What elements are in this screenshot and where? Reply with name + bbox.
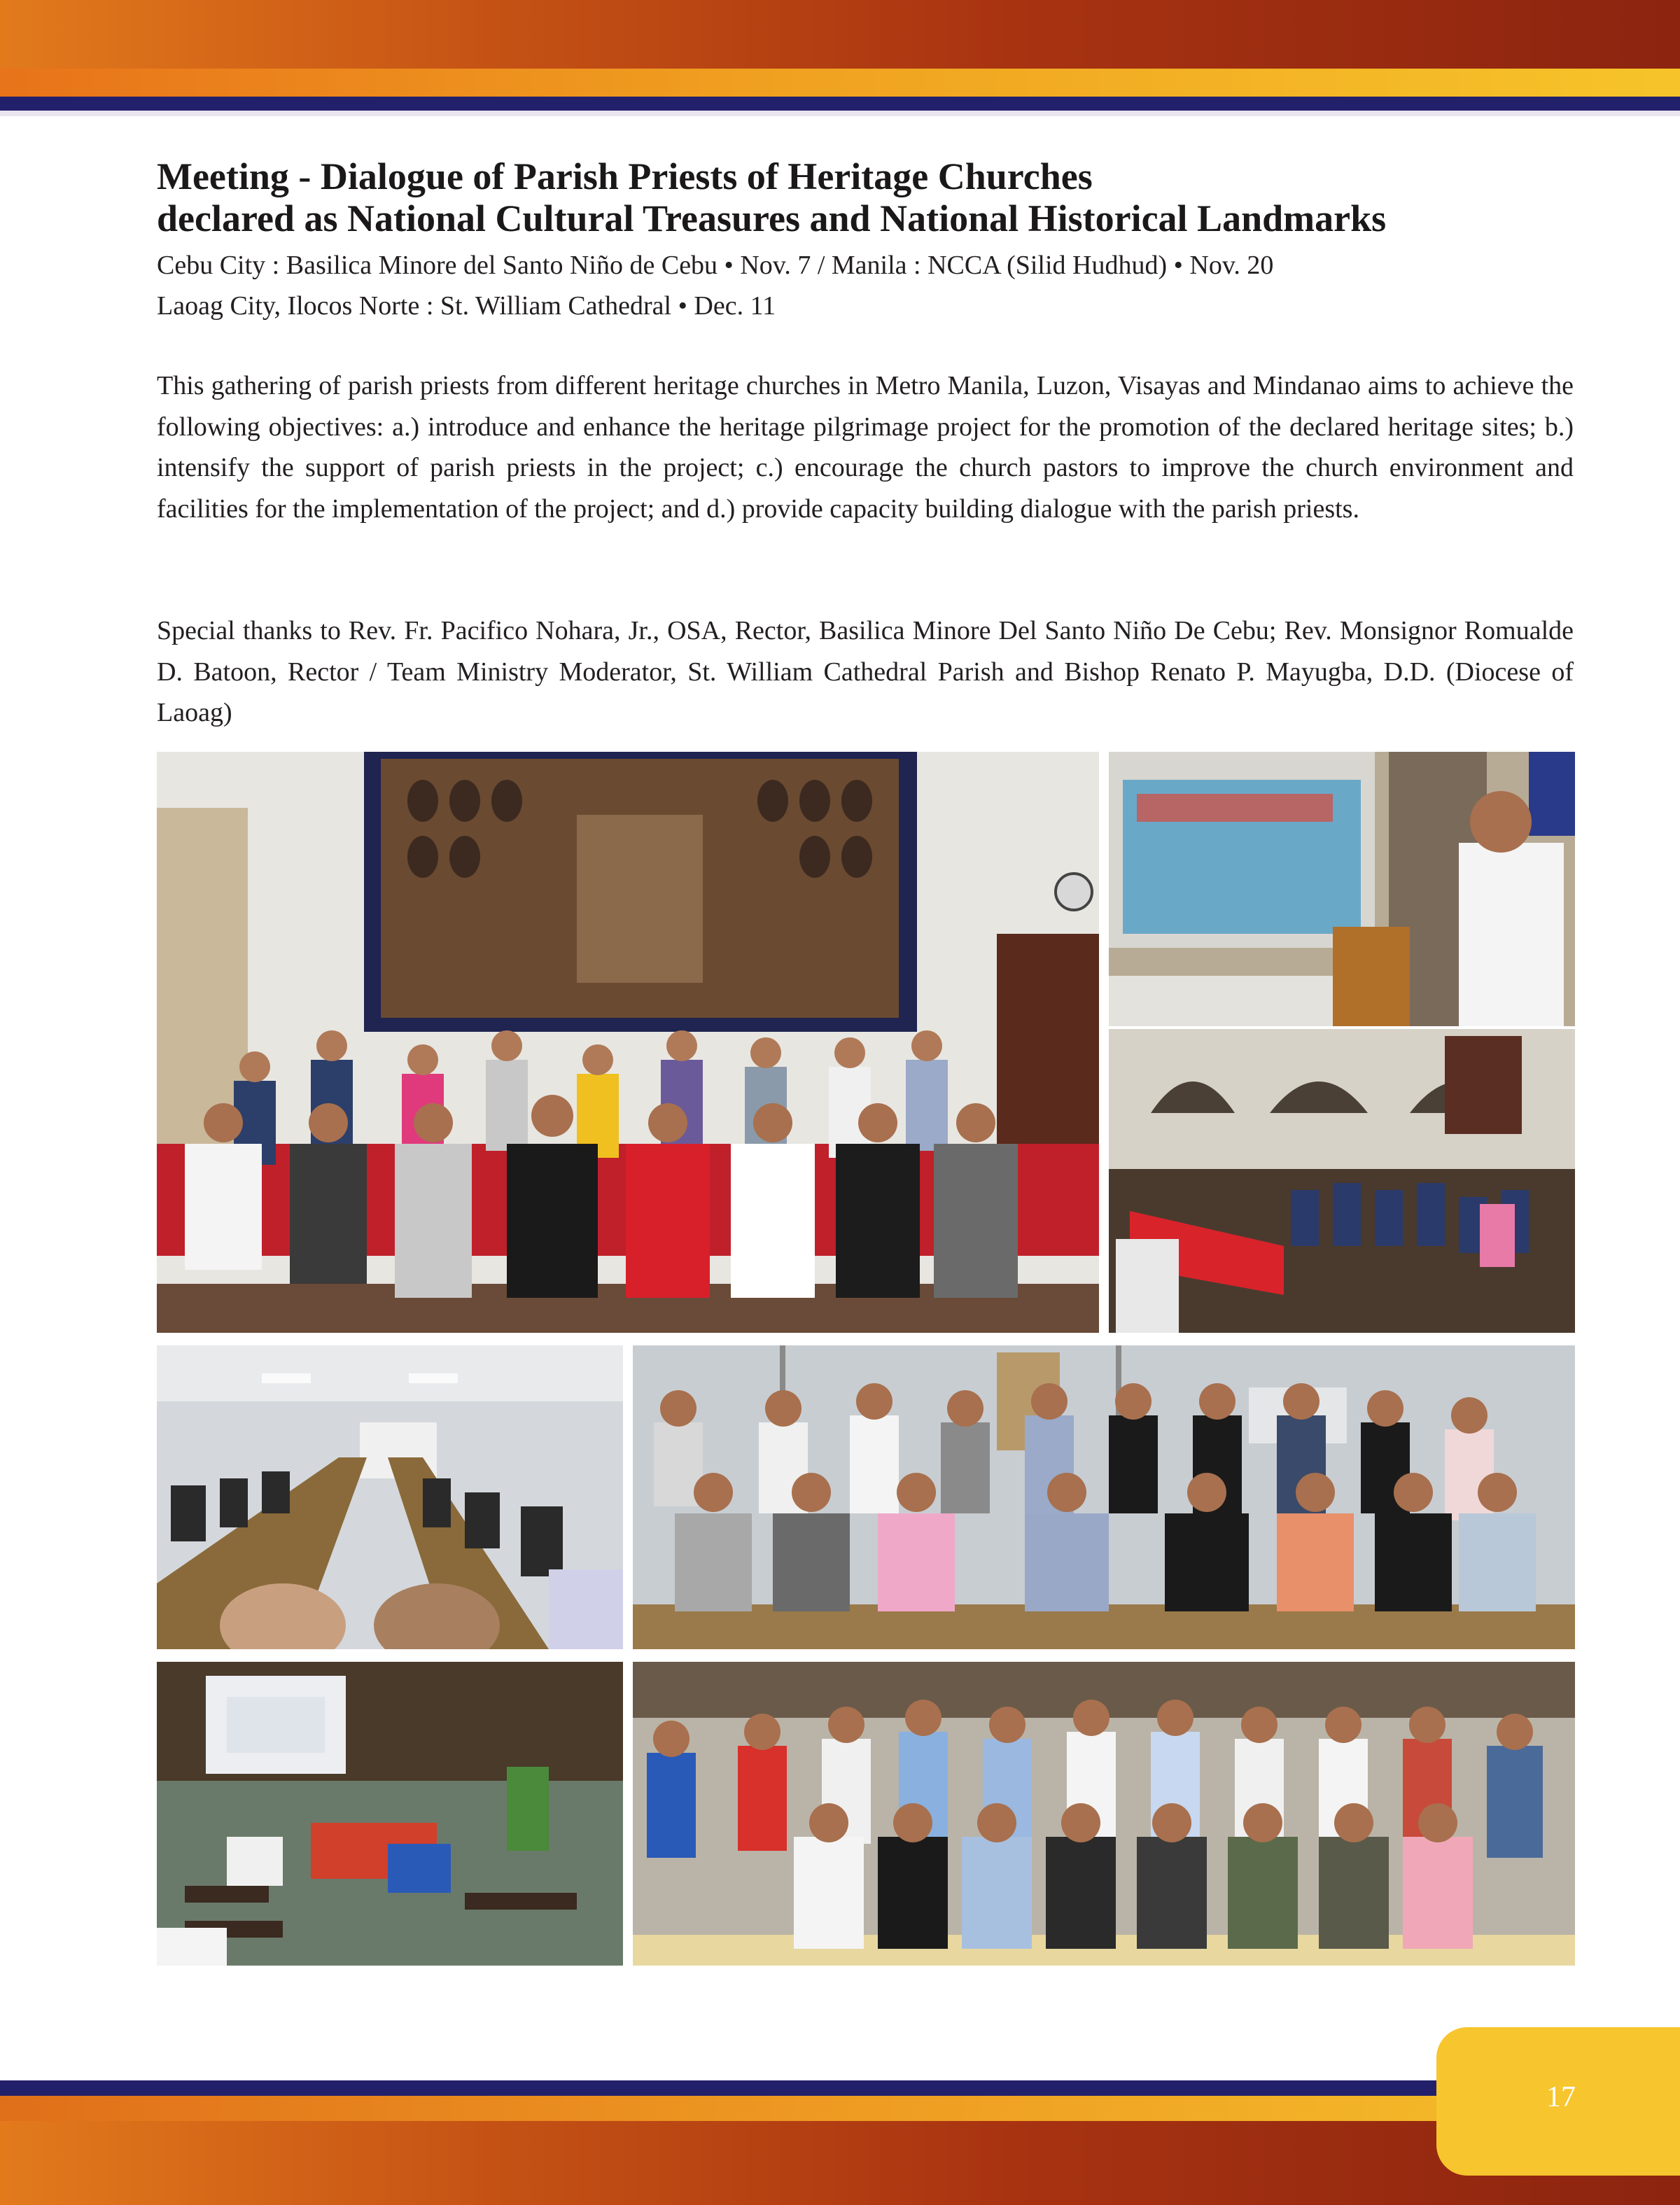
top-gold-stripe bbox=[0, 69, 1680, 97]
event-venues bbox=[157, 245, 1529, 326]
conference-room-manila bbox=[157, 1345, 623, 1649]
bottom-gold-stripe bbox=[0, 2096, 1680, 2121]
top-banner bbox=[0, 0, 1680, 69]
page-number: 17 bbox=[1546, 2081, 1576, 2113]
bottom-banner bbox=[0, 2121, 1680, 2205]
group-photo-manila bbox=[633, 1345, 1575, 1649]
group-photo-laoag bbox=[633, 1662, 1575, 1966]
top-navy-stripe bbox=[0, 97, 1680, 111]
venue-line-1: Cebu City : Basilica Minore del Santo Niño de Cebu • Nov. 7 / Manila : NCCA (Silid Hudhud) • Nov. 20 bbox=[157, 251, 1274, 280]
page-title bbox=[157, 155, 1529, 239]
group-photo-cebu bbox=[157, 752, 1099, 1333]
title-line-1: Meeting - Dialogue of Parish Priests of Heritage Churches bbox=[157, 155, 1093, 197]
hall-meeting-cebu bbox=[1109, 1029, 1575, 1333]
top-light-stripe bbox=[0, 111, 1680, 116]
bottom-navy-stripe bbox=[0, 2080, 1680, 2096]
speaker-presentation bbox=[1109, 752, 1575, 1026]
objectives-paragraph: This gathering of parish priests from different heritage churches in Metro Manila, Luzon, Visayas and Mindanao aims to achieve the following objectives: a.) introduce and enhance the heritage pilgrimage project for the promotion of the declared heritage sites; b.) intensify the support of parish priests in the project; c.) encourage the church pastors to improve the church environment and facilities for the implementation of the project; and d.) provide capacity building dialogue with the parish priests. bbox=[157, 371, 1574, 524]
venue-line-2: Laoag City, Ilocos Norte : St. William Cathedral • Dec. 11 bbox=[157, 291, 776, 321]
acknowledgement-paragraph: Special thanks to Rev. Fr. Pacifico Nohara, Jr., OSA, Rector, Basilica Minore Del Santo Niño De Cebu; Rev. Monsignor Romualde D. Batoon, Rector / Team Ministry Moderator, St. William Cathedral Parish and Bishop Renato P. Mayugba, D.D. (Diocese of Laoag) bbox=[157, 616, 1574, 727]
meeting-laoag bbox=[157, 1662, 623, 1966]
title-line-2: declared as National Cultural Treasures and National Historical Landmarks bbox=[157, 197, 1387, 239]
